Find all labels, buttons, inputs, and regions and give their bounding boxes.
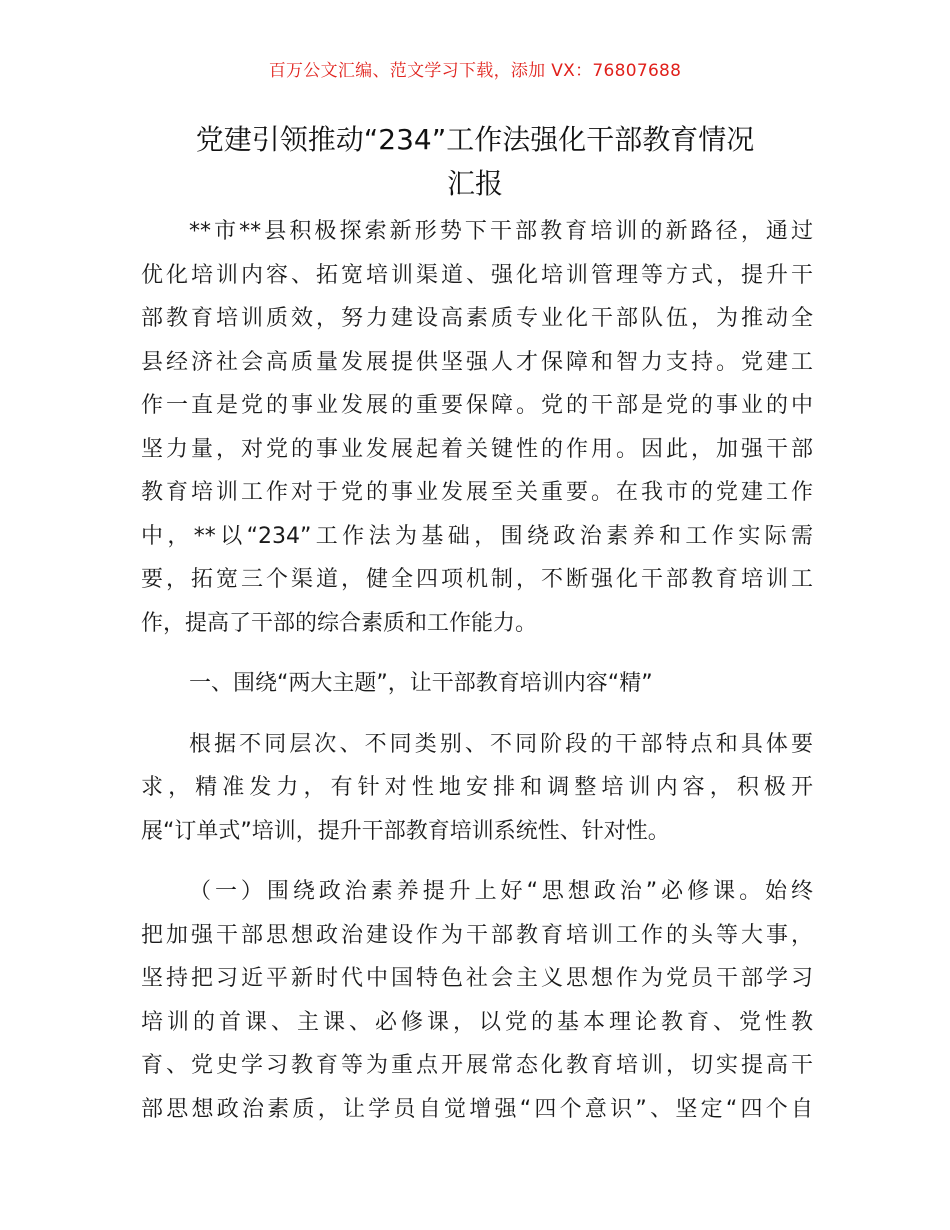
paragraph-subsection-1 — [141, 870, 813, 1131]
paragraph-intro — [141, 210, 813, 645]
text-line: 中，**以“234”工作法为基础，围绕政治素养和工作实际需 — [141, 523, 813, 549]
text-line: 育、党史学习教育等为重点开展常态化教育培训，切实提高干 — [141, 1053, 813, 1078]
text-line: **市**县积极探索新形势下干部教育培训的新路径，通过 — [189, 219, 813, 244]
text-line: 求，精准发力，有针对性地安排和调整培训内容，积极开 — [141, 775, 813, 800]
document-body — [141, 210, 813, 1131]
watermark-banner: 百万公文汇编、范文学习下载，添加 VX：76807688 — [268, 61, 682, 81]
text-line: 部教育培训质效，努力建设高素质专业化干部队伍，为推动全 — [141, 306, 813, 331]
text-line: （一）围绕政治素养提升上好“思想政治”必修课。始终 — [189, 879, 813, 904]
text-line: 展“订单式”培训，提升干部教育培训系统性、针对性。 — [141, 818, 670, 844]
text-line: 根据不同层次、不同类别、不同阶段的干部特点和具体要 — [189, 731, 813, 757]
text-line: 部思想政治素质，让学员自觉增强“四个意识”、坚定“四个自 — [141, 1096, 813, 1122]
heading-text: 一、围绕“两大主题”，让干部教育培训内容“精” — [189, 671, 653, 696]
document-title-line-2: 汇报 — [446, 167, 503, 200]
text-line: 作一直是党的事业发展的重要保障。党的干部是党的事业的中 — [141, 393, 813, 418]
text-line: 坚力量，对党的事业发展起着关键性的作用。因此，加强干部 — [141, 436, 813, 462]
text-line: 教育培训工作对于党的事业发展至关重要。在我市的党建工作 — [141, 480, 813, 505]
document-title-line-1: 党建引领推动“234”工作法强化干部教育情况 — [195, 123, 755, 156]
text-line: 要，拓宽三个渠道，健全四项机制，不断强化干部教育培训工 — [141, 567, 813, 592]
text-line: 培训的首课、主课、必修课，以党的基本理论教育、党性教 — [141, 1009, 813, 1035]
text-line: 作，提高了干部的综合素质和工作能力。 — [141, 610, 538, 636]
text-line: 优化培训内容、拓宽培训渠道、强化培训管理等方式，提升干 — [141, 262, 813, 288]
paragraph-section-1-intro — [141, 723, 813, 854]
text-line: 把加强干部思想政治建设作为干部教育培训工作的头等大事， — [141, 922, 813, 948]
text-line: 县经济社会高质量发展提供坚强人才保障和智力支持。党建工 — [141, 349, 813, 375]
text-line: 坚持把习近平新时代中国特色社会主义思想作为党员干部学习 — [141, 966, 813, 991]
section-heading-1 — [141, 662, 813, 706]
